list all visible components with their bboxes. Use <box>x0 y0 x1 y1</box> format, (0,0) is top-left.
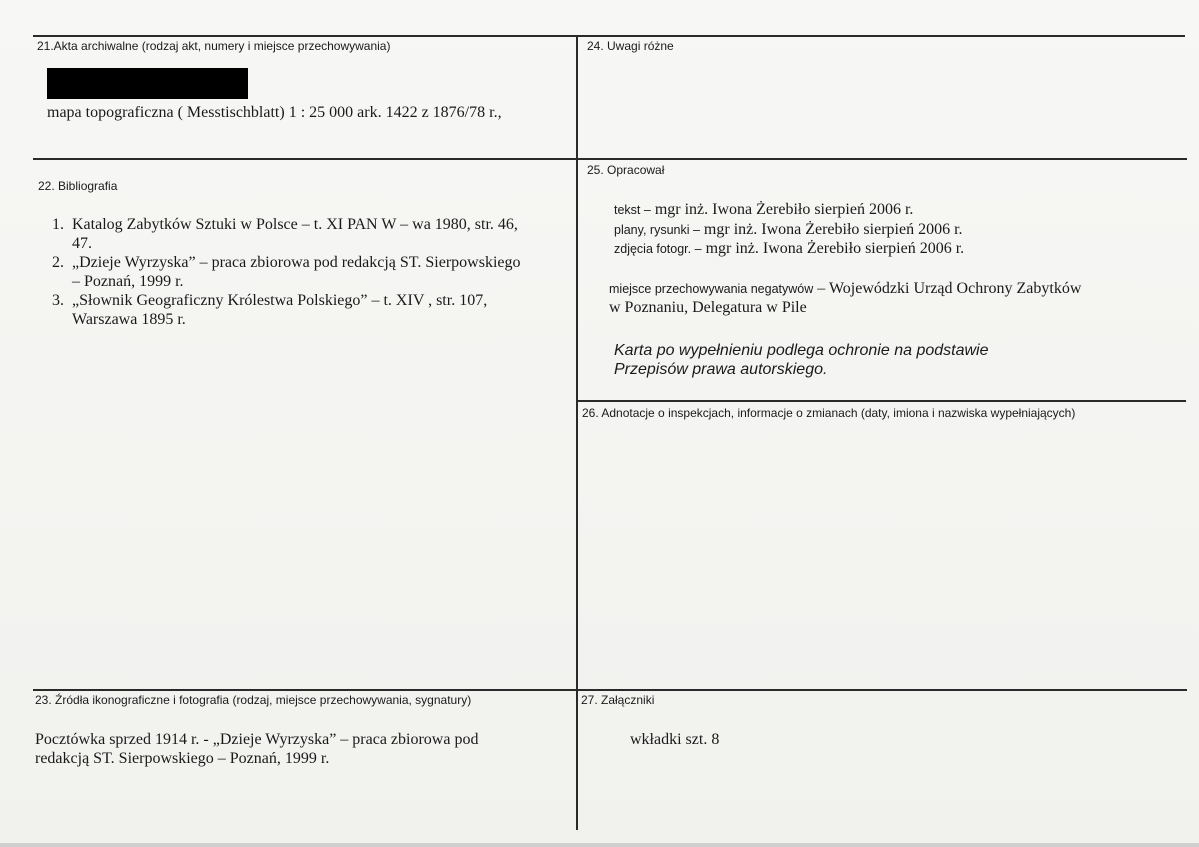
negatives-location-line-2: w Poznaniu, Delegatura w Pile <box>609 299 807 316</box>
section-23-text-line-2: redakcją ST. Sierpowskiego – Poznań, 1999 r. <box>35 750 330 767</box>
top-rule <box>33 35 1185 37</box>
section-24-label: 24. Uwagi różne <box>587 39 674 53</box>
section-27-label: 27. Załączniki <box>581 693 655 707</box>
section-21-text: mapa topograficzna ( Messtischblatt) 1 : 25 000 ark. 1422 z 1876/78 r., <box>47 104 502 121</box>
scan-edge <box>0 843 1199 847</box>
redaction-block <box>47 68 248 99</box>
center-divider <box>576 35 578 830</box>
section-21-label: 21.Akta archiwalne (rodzaj akt, numery i miejsce przechowywania) <box>37 39 391 53</box>
author-text-line: tekst – mgr inż. Iwona Żerebiło sierpień 2006 r. <box>614 201 914 218</box>
section-25-label: 25. Opracował <box>587 163 665 177</box>
rule-above-23-27 <box>33 689 1187 691</box>
section-22-label: 22. Bibliografia <box>38 179 118 193</box>
bibliography-list <box>38 215 608 329</box>
section-27-text: wkładki szt. 8 <box>630 731 720 748</box>
section-26-label: 26. Adnotacje o inspekcjach, informacje o zmianach (daty, imiona i nazwiska wypełniających) <box>582 406 1076 420</box>
author-plans-line: plany, rysunki – mgr inż. Iwona Żerebiło sierpień 2006 r. <box>614 221 963 238</box>
section-23-label: 23. Źródła ikonograficzne i fotografia (rodzaj, miejsce przechowywania, sygnatury) <box>35 693 472 707</box>
rule-above-26 <box>578 400 1186 402</box>
bibliography-item: 1. Katalog Zabytków Sztuki w Polsce – t. XI PAN W – wa 1980, str. 46, 47. <box>68 215 608 253</box>
copyright-note-line-2: Przepisów prawa autorskiego. <box>614 361 828 378</box>
copyright-note-line-1: Karta po wypełnieniu podlega ochronie na podstawie <box>614 342 989 359</box>
bibliography-item: 3. „Słownik Geograficzny Królestwa Polskiego” – t. XIV , str. 107, Warszawa 1895 r. <box>68 291 608 329</box>
section-23-text-line-1: Pocztówka sprzed 1914 r. - „Dzieje Wyrzyska” – praca zbiorowa pod <box>35 731 479 748</box>
rule-below-21-24 <box>33 158 1187 160</box>
negatives-location-line: miejsce przechowywania negatywów – Wojewódzki Urząd Ochrony Zabytków <box>609 280 1082 297</box>
bibliography-item: 2. „Dzieje Wyrzyska” – praca zbiorowa pod redakcją ST. Sierpowskiego – Poznań, 1999 r. <box>68 253 608 291</box>
author-photos-line: zdjęcia fotogr. – mgr inż. Iwona Żerebiło sierpień 2006 r. <box>614 240 965 257</box>
